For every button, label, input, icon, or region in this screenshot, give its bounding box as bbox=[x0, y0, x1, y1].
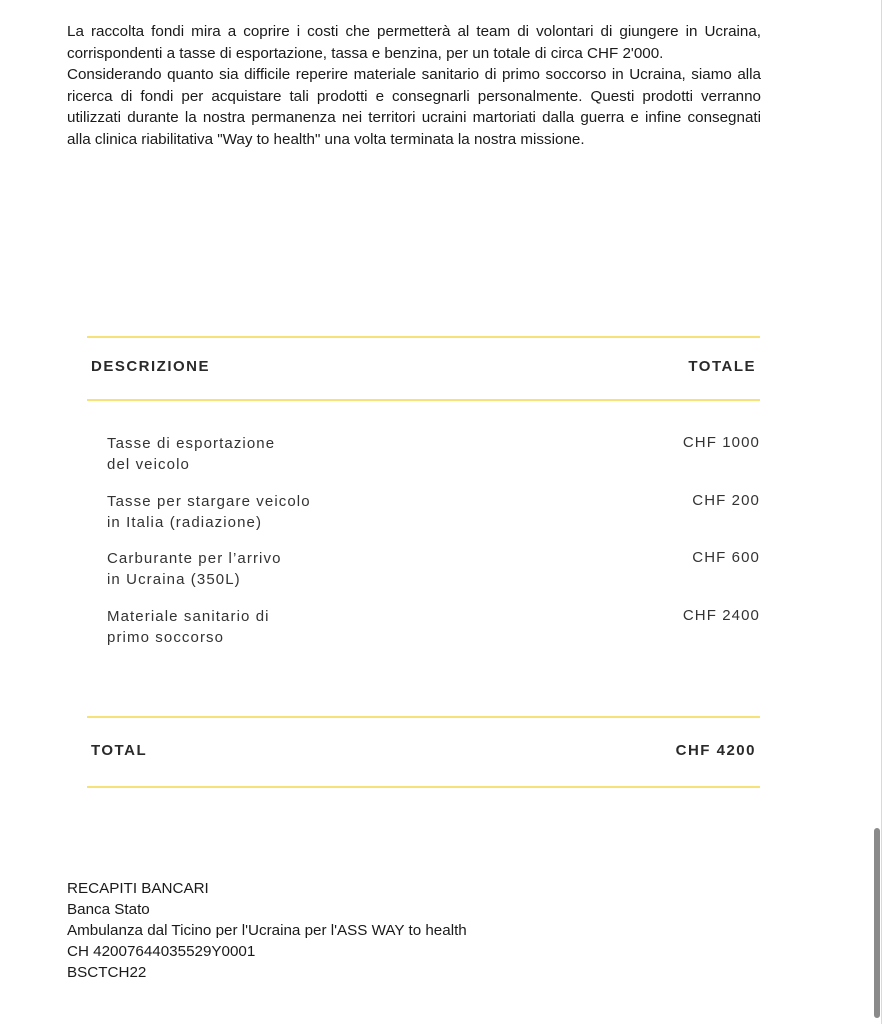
row-amount: CHF 600 bbox=[692, 549, 760, 566]
row-description-line-1: Tasse per stargare veicolo bbox=[107, 493, 311, 510]
row-amount: CHF 200 bbox=[692, 492, 760, 509]
account-name: Ambulanza dal Ticino per l'Ucraina per l'ASS WAY to health bbox=[67, 922, 467, 939]
table-row bbox=[107, 606, 270, 648]
row-amount: CHF 2400 bbox=[682, 607, 760, 624]
page-edge bbox=[881, 0, 882, 1024]
row-description-line-2: in Ucraina (350L) bbox=[107, 571, 241, 588]
scrollbar-thumb[interactable] bbox=[874, 828, 880, 1018]
table-row bbox=[107, 548, 282, 590]
table-row bbox=[107, 433, 275, 475]
bank-heading: RECAPITI BANCARI bbox=[67, 880, 209, 897]
intro-paragraph-2: Considerando quanto sia difficile reperire materiale sanitario di primo soccorso in Ucraina, siamo alla ricerca di fondi per acquistare tali prodotti e consegnarli personalmente. Questi prodotti verranno utilizzati durante la nostra permanenza nei territori ucraini martoriati dalla guerra e infine consegnati alla clinica riabilitativa "Way to health" una volta terminata la nostra missione. bbox=[67, 66, 761, 148]
header-description: DESCRIZIONE bbox=[91, 358, 211, 375]
total-top-rule bbox=[87, 716, 760, 718]
table-top-rule bbox=[87, 336, 760, 338]
table-row bbox=[107, 491, 311, 533]
row-description-line-1: Carburante per l’arrivo bbox=[107, 550, 282, 567]
row-description-line-2: del veicolo bbox=[107, 456, 190, 473]
row-description-line-2: primo soccorso bbox=[107, 629, 225, 646]
iban: CH 42007644035529Y0001 bbox=[67, 943, 256, 960]
row-description-line-1: Materiale sanitario di bbox=[107, 608, 270, 625]
total-amount: CHF 4200 bbox=[675, 742, 756, 759]
bic: BSCTCH22 bbox=[67, 964, 147, 981]
row-description-line-1: Tasse di esportazione bbox=[107, 435, 276, 452]
bank-details bbox=[67, 878, 467, 983]
intro-text bbox=[67, 21, 761, 150]
header-total: TOTALE bbox=[688, 358, 756, 375]
row-description-line-2: in Italia (radiazione) bbox=[107, 514, 263, 531]
header-bottom-rule bbox=[87, 399, 760, 401]
intro-paragraph-1: La raccolta fondi mira a coprire i costi che permetterà al team di volontari di giungere in Ucraina, corrispondenti a tasse di esportazione, tassa e benzina, per un totale di circa CHF 2'000. bbox=[67, 23, 761, 62]
total-bottom-rule bbox=[87, 786, 760, 788]
bank-name: Banca Stato bbox=[67, 901, 150, 918]
row-amount: CHF 1000 bbox=[682, 434, 760, 451]
total-label: TOTAL bbox=[91, 742, 148, 759]
